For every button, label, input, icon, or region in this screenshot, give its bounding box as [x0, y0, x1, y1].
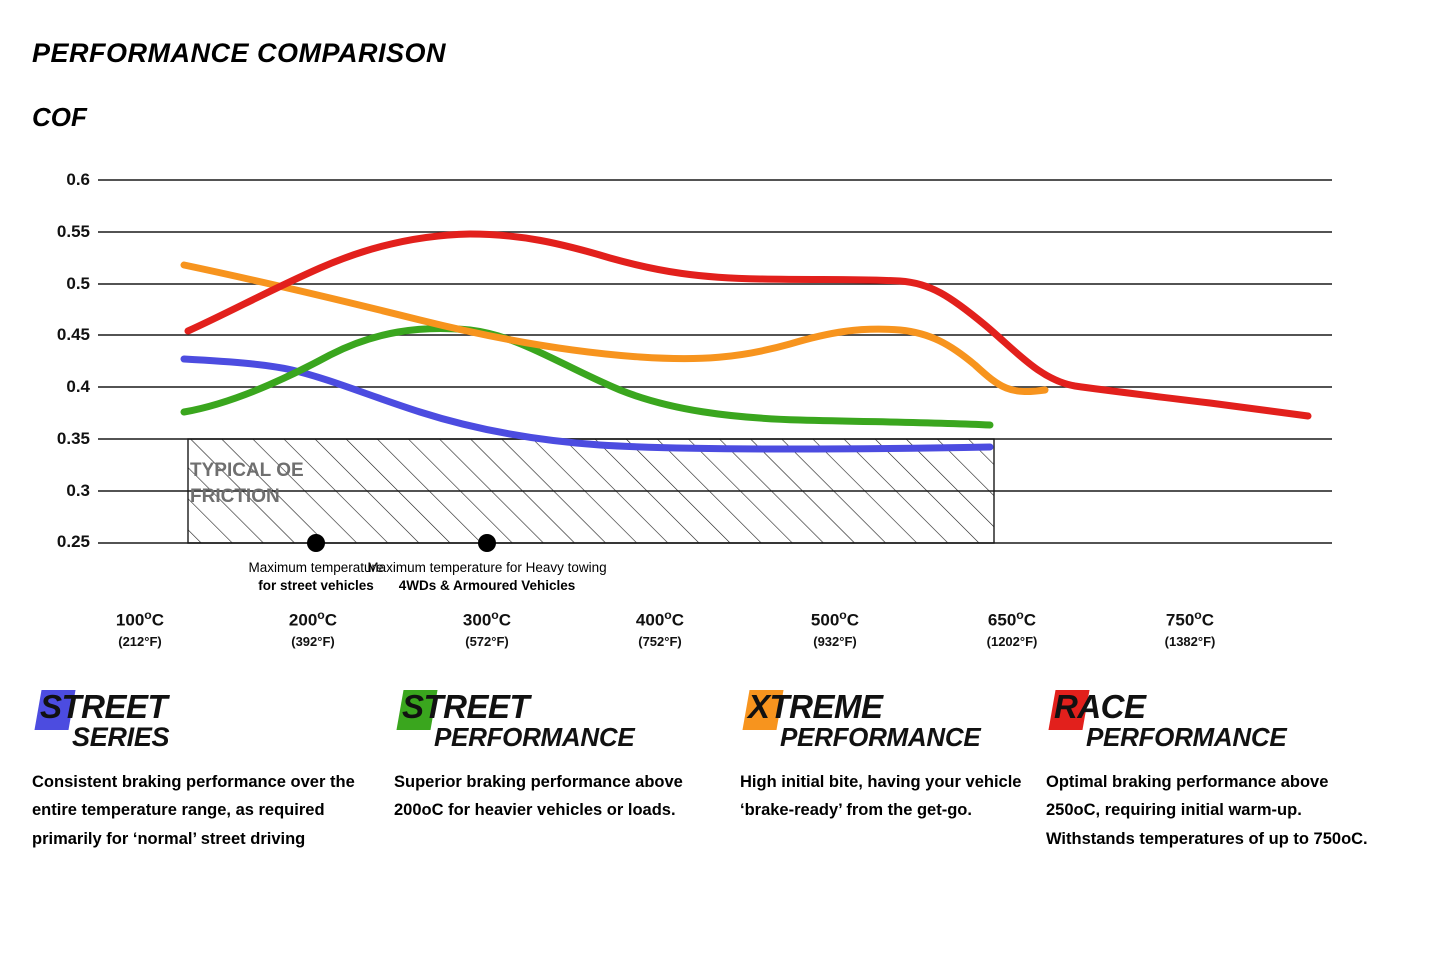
xtreme-performance-logo — [740, 686, 1030, 760]
annotation-towing-line2: 4WDs & Armoured Vehicles — [398, 577, 576, 593]
xtreme-performance-description: High initial bite, having your vehicle ‘brake-ready’ from the get-go. — [740, 773, 1022, 820]
street-performance-logo-word2: PERFORMANCE — [434, 722, 635, 752]
y-tick-0.25: 0.25 — [56, 532, 90, 551]
y-tick-0.5: 0.5 — [66, 274, 90, 293]
y-tick-0.55: 0.55 — [56, 222, 90, 241]
x-tick-500c: 500$^o$C (932°F) — [810, 608, 860, 649]
race-performance-logo-word1: RACE — [1054, 688, 1146, 725]
product-xtreme-performance — [740, 686, 1030, 825]
x-tick-650c: 650$^o$C (1202°F) — [986, 608, 1038, 649]
annotation-street-line1: Maximum temperature — [248, 560, 384, 575]
x-tick-100c: 100$^o$C (212°F) — [115, 608, 165, 649]
street-series-logo — [32, 686, 372, 760]
annotation-towing-max-temp — [337, 559, 637, 594]
annotation-marker-200c — [307, 534, 325, 552]
street-series-description: Consistent braking performance over the entire temperature range, as required primarily for ‘normal’ street driving — [32, 773, 355, 848]
y-tick-0.35: 0.35 — [56, 429, 90, 448]
product-race-performance — [1046, 686, 1376, 853]
street-performance-logo-word1: STREET — [402, 688, 530, 725]
street-performance-logo — [394, 686, 724, 760]
race-performance-logo-word2: PERFORMANCE — [1086, 722, 1287, 752]
y-tick-0.3: 0.3 — [66, 481, 90, 500]
x-tick-200c: 200$^o$C (392°F) — [288, 608, 338, 649]
page-title: PERFORMANCE COMPARISON — [32, 38, 447, 68]
y-tick-0.45: 0.45 — [56, 325, 90, 344]
product-legend — [0, 686, 1445, 966]
xtreme-performance-logo-word1: XTREME — [748, 688, 883, 725]
oe-label-line2: FRICTION — [190, 485, 280, 507]
xtreme-performance-logo-word2: PERFORMANCE — [780, 722, 981, 752]
street-series-logo-word1: STREET — [40, 688, 168, 725]
annotation-towing-line1: Maximum temperature for Heavy towing — [367, 560, 607, 575]
x-tick-300c: 300$^o$C (572°F) — [462, 608, 512, 649]
annotation-street-line2: for street vehicles — [258, 577, 374, 593]
street-series-logo-word2: SERIES — [72, 722, 170, 752]
x-tick-400c: 400$^o$C (752°F) — [635, 608, 685, 649]
race-performance-description: Optimal braking performance above 250oC, requiring initial warm-up. Withstands temperatures of up to 750oC. — [1046, 773, 1368, 848]
typical-oe-friction-label — [190, 458, 370, 509]
street-performance-description: Superior braking performance above 200oC for heavier vehicles or loads. — [394, 773, 683, 820]
race-performance-logo — [1046, 686, 1376, 760]
annotation-marker-300c — [478, 534, 496, 552]
x-tick-750c: 750$^o$C (1382°F) — [1164, 608, 1216, 649]
product-street-performance — [394, 686, 724, 825]
product-street-series — [32, 686, 372, 853]
oe-label-line1: TYPICAL OE — [190, 460, 304, 481]
y-tick-0.4: 0.4 — [66, 377, 90, 396]
y-axis-label: COF — [32, 102, 87, 132]
y-tick-0.6: 0.6 — [66, 170, 90, 189]
